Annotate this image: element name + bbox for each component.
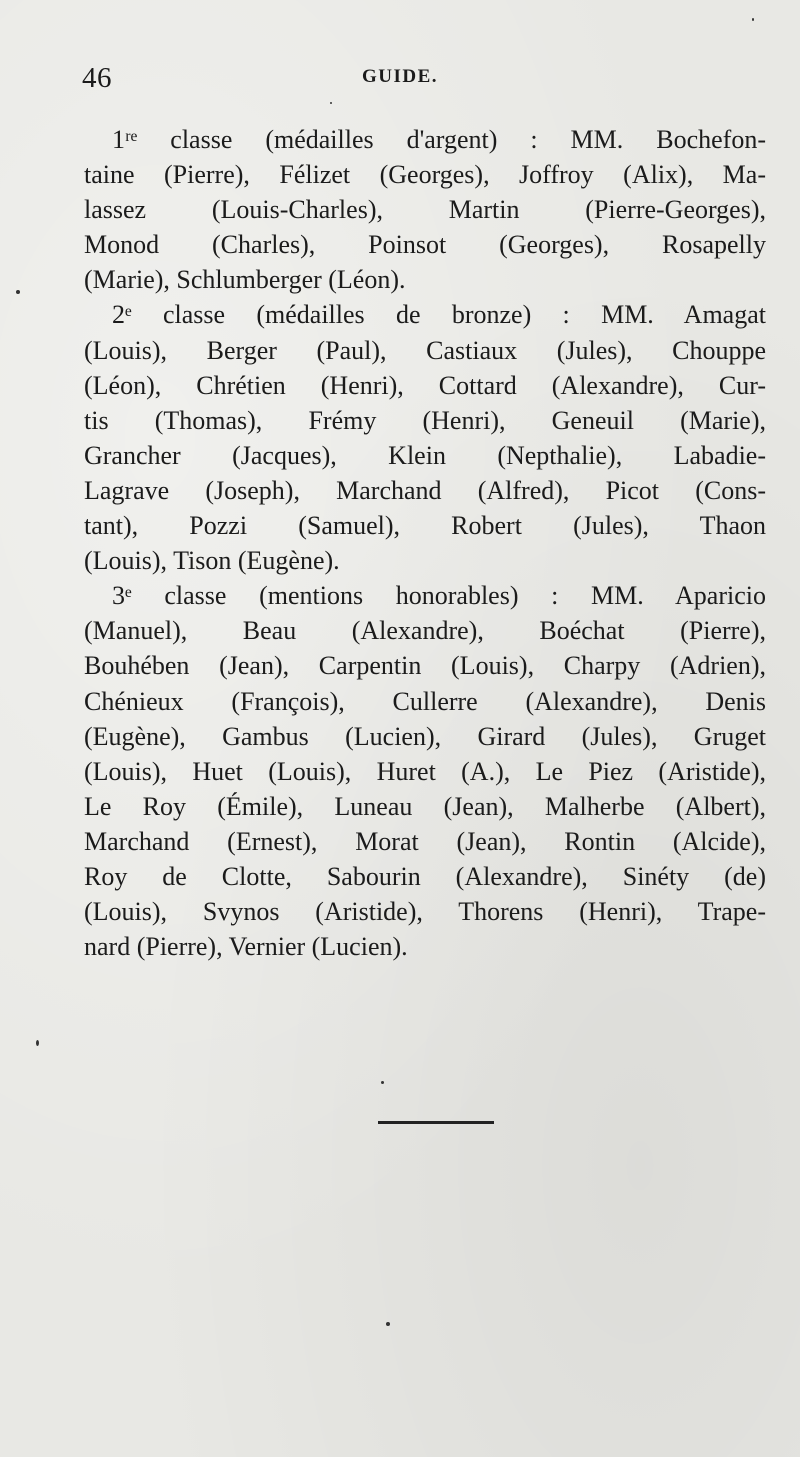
paragraph-3-line: (Louis), Huet (Louis), Huret (A.), Le Piez (Aristide),: [84, 756, 766, 786]
paragraph-2-line: (Léon), Chrétien (Henri), Cottard (Alexandre), Cur-: [84, 370, 766, 400]
paragraph-3-line: Marchand (Ernest), Morat (Jean), Rontin (Alcide),: [84, 826, 766, 856]
paragraph-2-line: (Louis), Tison (Eugène).: [84, 546, 340, 576]
page-number: 46: [82, 62, 112, 94]
paragraph-2-line: (Louis), Berger (Paul), Castiaux (Jules), Chouppe: [84, 335, 766, 365]
paragraph-2-line: tis (Thomas), Frémy (Henri), Geneuil (Marie),: [84, 405, 766, 435]
paragraph-3-line: Chénieux (François), Cullerre (Alexandre), Denis: [84, 686, 766, 716]
paragraph-3-line: (Louis), Svynos (Aristide), Thorens (Henri), Trape-: [84, 897, 766, 927]
paper-speck: [16, 290, 20, 294]
paragraph-2-line: Lagrave (Joseph), Marchand (Alfred), Picot (Cons-: [84, 475, 766, 505]
paper-speck: [386, 1322, 390, 1326]
paper-speck: [36, 1040, 39, 1046]
paragraph-3-line: (Eugène), Gambus (Lucien), Girard (Jules), Gruget: [84, 721, 766, 751]
paragraph-2-line: Grancher (Jacques), Klein (Nepthalie), Labadie-: [84, 440, 766, 470]
running-head: GUIDE.: [361, 66, 439, 87]
paragraph-2-line: 2ᵉ classe (médailles de bronze) : MM. Amagat: [112, 300, 766, 330]
paper-speck: [752, 18, 754, 21]
paragraph-3-line: nard (Pierre), Vernier (Lucien).: [84, 932, 408, 962]
paragraph-3-line: 3ᵉ classe (mentions honorables) : MM. Aparicio: [112, 581, 766, 611]
paragraph-3-line: Bouhében (Jean), Carpentin (Louis), Charpy (Adrien),: [84, 651, 766, 681]
paragraph-2-line: tant), Pozzi (Samuel), Robert (Jules), Thaon: [84, 511, 766, 541]
paragraph-3-line: (Manuel), Beau (Alexandre), Boéchat (Pierre),: [84, 616, 766, 646]
paragraph-3-line: Roy de Clotte, Sabourin (Alexandre), Sinéty (de): [84, 861, 766, 891]
section-end-rule: [378, 1121, 494, 1124]
paragraph-1-line: taine (Pierre), Félizet (Georges), Joffroy (Alix), Ma-: [84, 160, 766, 190]
paper-speck: [330, 102, 332, 104]
paragraph-3-line: Le Roy (Émile), Luneau (Jean), Malherbe (Albert),: [84, 791, 766, 821]
paragraph-1-line: lassez (Louis-Charles), Martin (Pierre-Georges),: [84, 195, 766, 225]
paragraph-1-line: Monod (Charles), Poinsot (Georges), Rosapelly: [84, 230, 766, 260]
body-text: [84, 122, 766, 964]
paragraph-1-line: 1ʳᵉ classe (médailles d'argent) : MM. Bochefon-: [112, 125, 766, 154]
paper-speck: [381, 1081, 384, 1084]
paragraph-1-line: (Marie), Schlumberger (Léon).: [84, 265, 406, 295]
